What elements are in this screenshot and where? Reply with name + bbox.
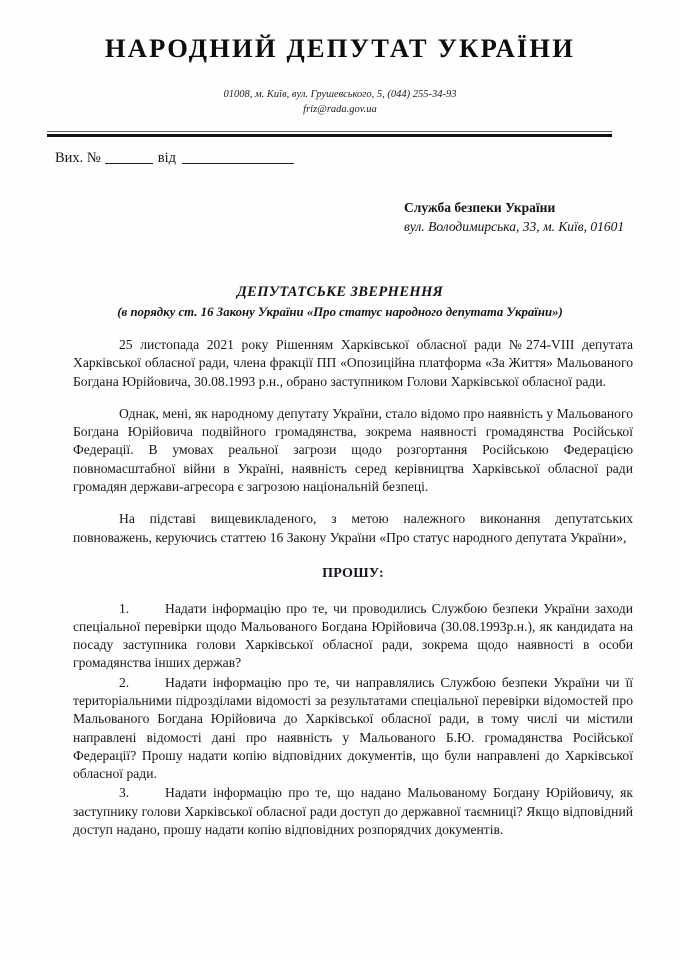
contact-block [0, 87, 680, 117]
addressee-name: Служба безпеки України [404, 200, 556, 215]
request-item-2-number: 2. [119, 674, 130, 690]
outgoing-reference-line [55, 150, 294, 167]
request-item-3 [73, 784, 633, 839]
request-item-1-text: Надати інформацію про те, чи проводились Службою безпеки України заходи спеціальної перевірки щодо Мальованого Богдана Юрійовича (30.08.1993р.н.), як кандидата на посаду заступника голови Харківської обласної ради, зокрема щодо наявності в особи громадянства інших держав? [73, 600, 633, 671]
addressee-address: вул. Володимирська, 33, м. Київ, 01601 [404, 219, 625, 235]
request-heading: ПРОШУ: [322, 565, 384, 581]
paragraph-1: 25 листопада 2021 року Рішенням Харківської обласної ради №274-VIII депутата Харківської обласної ради, члена фракції ПП «Опозиційна платформа «За Життя» Мальованого Богдана Юрійовича, 30.08.1993 р.н., обрано заступником Голови Харківської обласної ради. [73, 337, 633, 389]
document-title-block [47, 284, 633, 320]
request-item-1-number: 1. [119, 600, 130, 616]
contact-address: 01008, м. Київ, вул. Грушевського, 5, (044) 255-34-93 [223, 89, 457, 101]
request-item-2-text: Надати інформацію про те, чи направлялись Службою безпеки України чи її територіальними підрозділами відомості за результатами спеціальної перевірки відомостей про Мальованого Богдана Юрійовича до Харківської обласної ради, в тому числі чи містили направлені відомості дані про наявність у Мальованого Б.Ю. громадянства Російської Федерації? Прошу надати копію відповідних документів, що були направлені до Харківської обласної ради. [73, 674, 633, 782]
header-divider [47, 131, 612, 140]
outgoing-number-blank[interactable] [105, 151, 153, 164]
date-blank[interactable] [182, 151, 294, 164]
document-body [73, 336, 633, 839]
addressee-block [404, 198, 636, 236]
divider-thick-line [47, 134, 612, 137]
paragraph-2: Однак, мені, як народному депутату України, стало відомо про наявність у Мальованого Богдана Юрійовича подвійного громадянства, зокрема наявності громадянства Російської Федерації. В умовах реальної загрози щодо розгортання Російською Федерацією повномасштабної війни в Україні, наявність серед керівництва Харківської обласної ради громадян держави-агресора є загрозою національній безпеці. [73, 405, 633, 494]
request-item-1 [73, 600, 633, 673]
letterhead [0, 0, 680, 118]
outgoing-number-label: Вих. № [55, 150, 101, 166]
organization-title: НАРОДНИЙ ДЕПУТАТ УКРАЇНИ [104, 33, 576, 63]
contact-email: friz@rada.gov.ua [303, 104, 377, 116]
date-label: від [157, 150, 177, 166]
document-title: ДЕПУТАТСЬКЕ ЗВЕРНЕННЯ [236, 284, 444, 300]
paragraph-3: На підставі вищевикладеного, з метою належного виконання депутатських повноважень, керуючись статтею 16 Закону України «Про статус народного депутата України», [73, 511, 633, 545]
request-item-3-number: 3. [119, 785, 130, 801]
document-subtitle: (в порядку ст. 16 Закону України «Про статус народного депутата України») [117, 305, 563, 319]
request-item-3-text: Надати інформацію про те, що надано Мальованому Богдану Юрійовичу, як заступнику голови Харківської обласної ради доступ до державної таємниці? Якщо відповідний доступ надано, прошу надати копію відповідних розпорядчих документів. [73, 785, 633, 838]
request-item-2 [73, 674, 633, 784]
